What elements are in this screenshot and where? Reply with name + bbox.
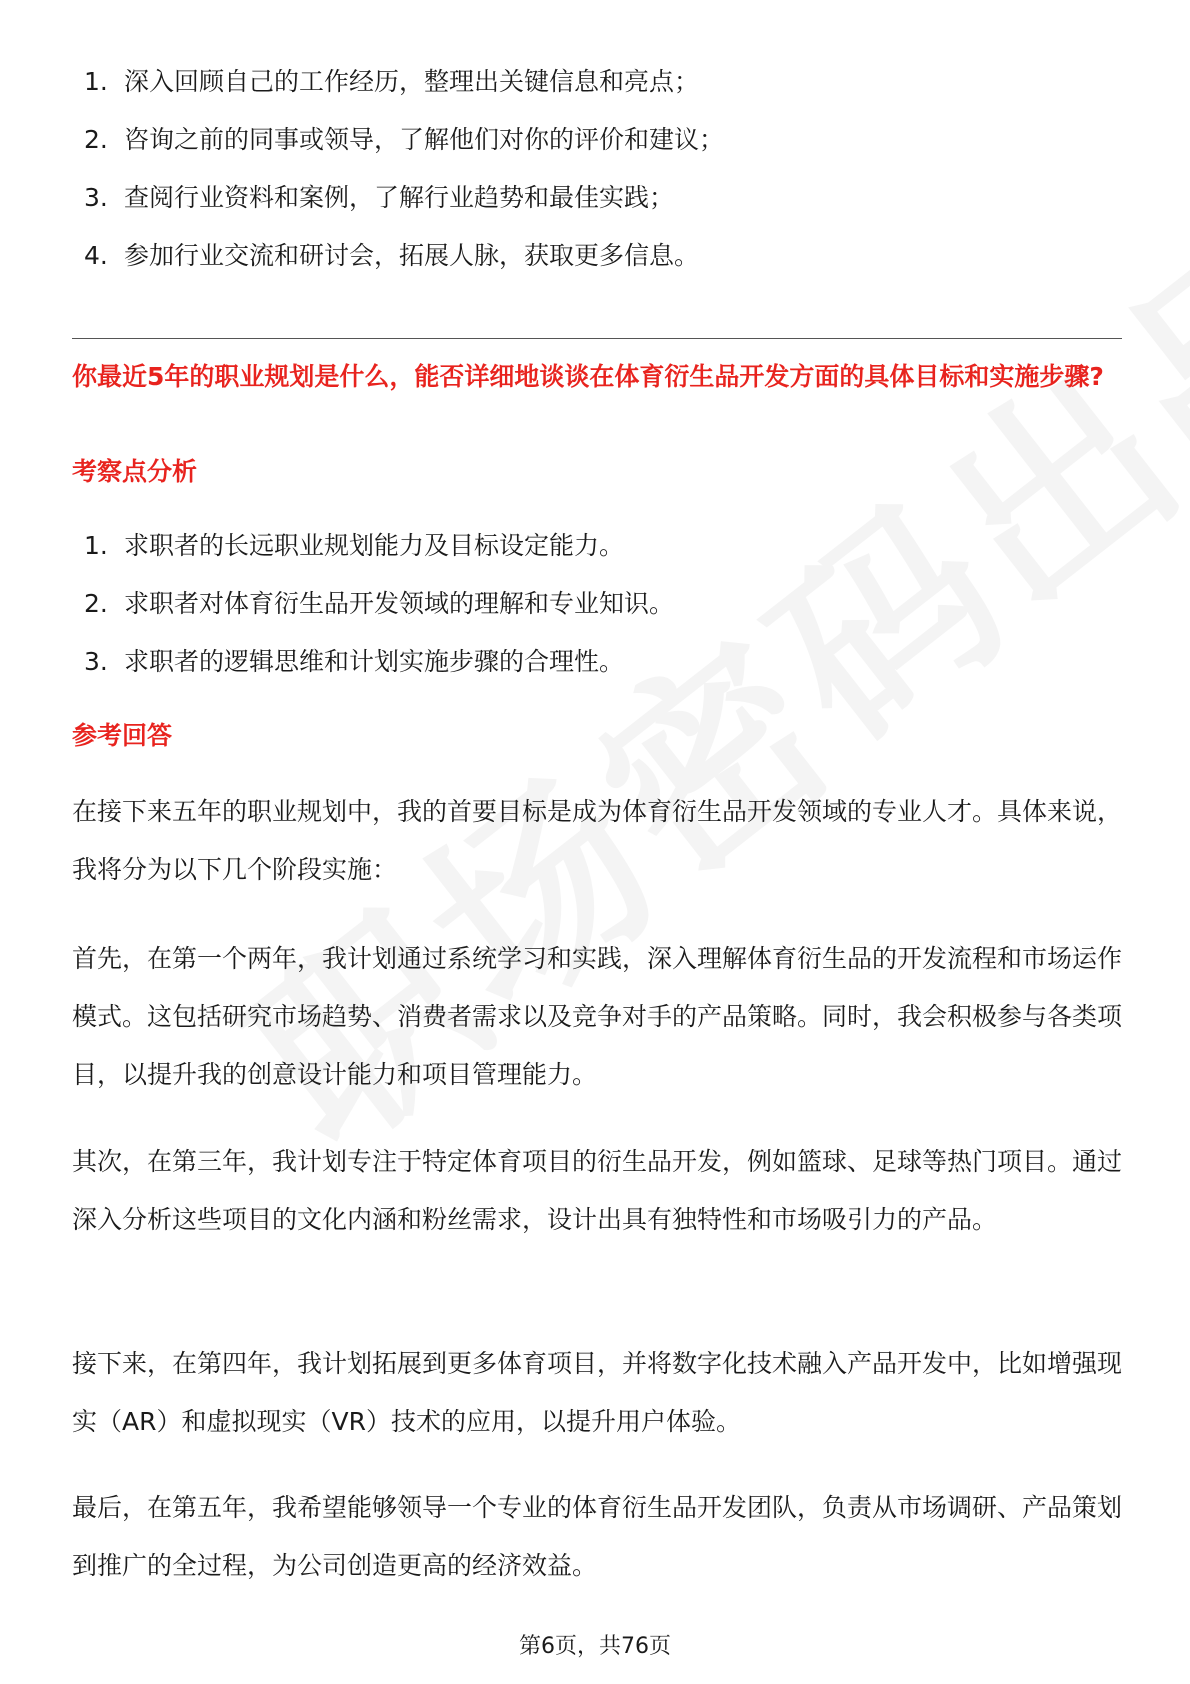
intro-list [84, 53, 724, 285]
list-item-number: 1. [84, 67, 108, 96]
answer-paragraph: 首先，在第一个两年，我计划通过系统学习和实践，深入理解体育衍生品的开发流程和市场运作模式。这包括研究市场趋势、消费者需求以及竞争对手的产品策略。同时，我会积极参与各类项目，以提升我的创意设计能力和项目管理能力。 [72, 944, 1123, 1089]
answer-paragraph: 接下来，在第四年，我计划拓展到更多体育项目，并将数字化技术融入产品开发中，比如增强现实（AR）和虚拟现实（VR）技术的应用，以提升用户体验。 [72, 1349, 1123, 1436]
list-item [84, 169, 724, 227]
list-item-number: 2. [84, 589, 108, 618]
answer-paragraph: 最后，在第五年，我希望能够领导一个专业的体育衍生品开发团队，负责从市场调研、产品策划到推广的全过程，为公司创造更高的经济效益。 [72, 1493, 1123, 1580]
list-item-number: 3. [84, 183, 108, 212]
list-item-text: 求职者的长远职业规划能力及目标设定能力。 [124, 531, 625, 560]
answer-heading: 参考回答 [72, 721, 173, 750]
list-item-number: 2. [84, 125, 108, 154]
analysis-list [84, 517, 674, 691]
list-item-text: 咨询之前的同事或领导，了解他们对你的评价和建议； [124, 125, 725, 154]
section-divider [72, 338, 1122, 339]
list-item-number: 1. [84, 531, 108, 560]
list-item [84, 517, 674, 575]
list-item [84, 111, 724, 169]
list-item [84, 575, 674, 633]
answer-paragraph: 其次，在第三年，我计划专注于特定体育项目的衍生品开发，例如篮球、足球等热门项目。通过深入分析这些项目的文化内涵和粉丝需求，设计出具有独特性和市场吸引力的产品。 [72, 1147, 1123, 1234]
answer-paragraph: 在接下来五年的职业规划中，我的首要目标是成为体育衍生品开发领域的专业人才。具体来说，我将分为以下几个阶段实施： [72, 797, 1123, 884]
list-item [84, 53, 724, 111]
list-item [84, 227, 724, 285]
question-heading: 你最近5年的职业规划是什么，能否详细地谈谈在体育衍生品开发方面的具体目标和实施步骤? [72, 362, 1104, 391]
analysis-heading: 考察点分析 [72, 457, 198, 486]
list-item [84, 633, 674, 691]
list-item-number: 4. [84, 241, 108, 270]
list-item-number: 3. [84, 647, 108, 676]
list-item-text: 参加行业交流和研讨会，拓展人脉，获取更多信息。 [124, 241, 700, 270]
list-item-text: 求职者对体育衍生品开发领域的理解和专业知识。 [124, 589, 675, 618]
list-item-text: 查阅行业资料和案例，了解行业趋势和最佳实践； [124, 183, 675, 212]
list-item-text: 深入回顾自己的工作经历，整理出关键信息和亮点； [124, 67, 700, 96]
list-item-text: 求职者的逻辑思维和计划实施步骤的合理性。 [124, 647, 625, 676]
page-number: 第6页，共76页 [519, 1634, 671, 1659]
